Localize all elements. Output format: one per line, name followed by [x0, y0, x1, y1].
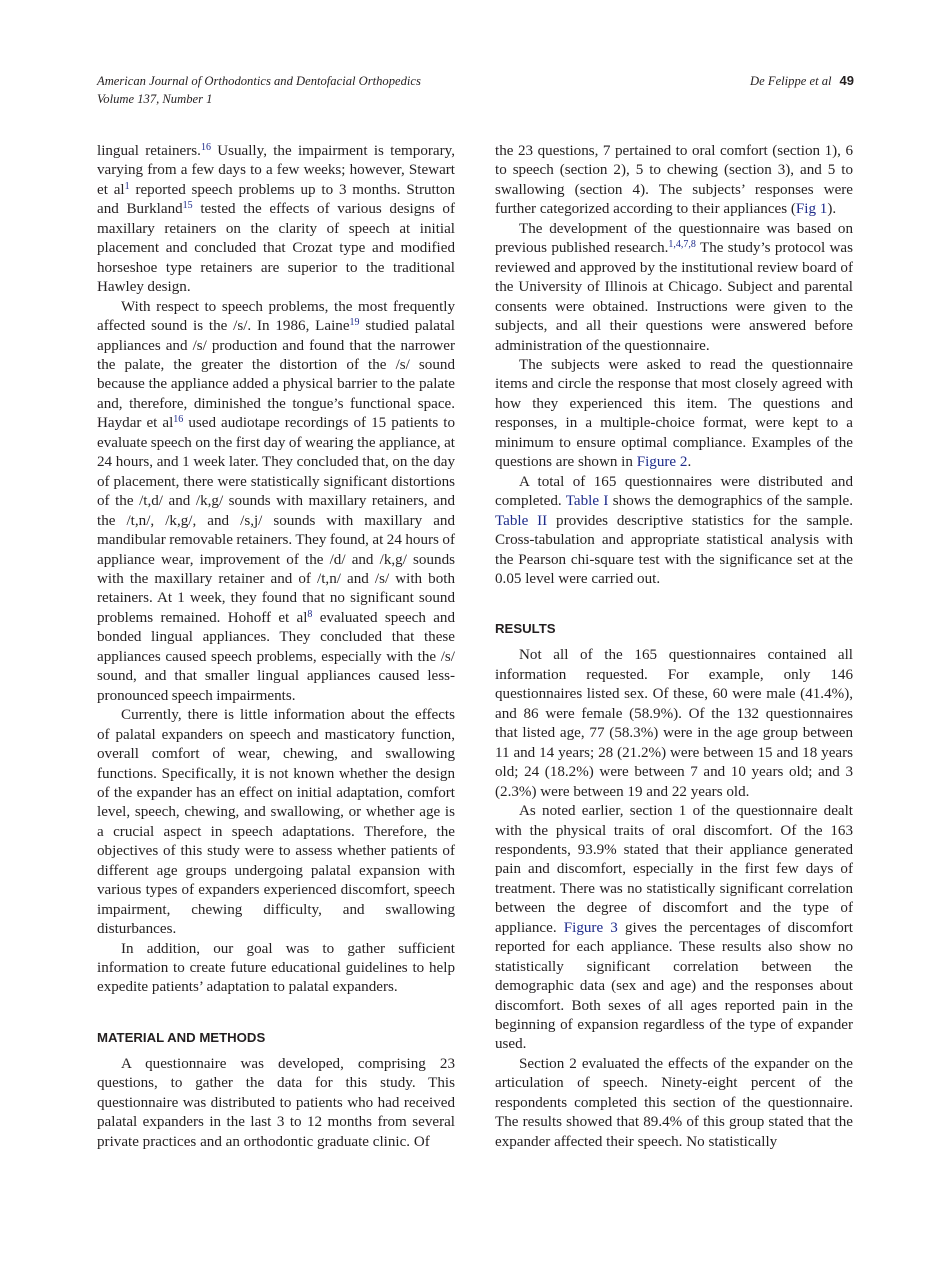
journal-volume: Volume 137, Number 1 — [97, 92, 213, 106]
paragraph: A questionnaire was developed, comprising 23 questions, to gather the data for this study. This questionnaire was distributed to patients who had received palatal expanders in the last 3 to 12 months from several private practices and an orthodontic graduate clinic. Of — [97, 1055, 455, 1150]
journal-title: American Journal of Orthodontics and Dentofacial Orthopedics — [97, 74, 421, 88]
paragraph: lingual retainers.$^{16}$ Usually, the impairment is temporary, varying from a few days to a few weeks; however, Stewart et $al^1$ reported speech problems up to 3 months. Strutton and Burkland$^{15}$ tested the effects of various designs of maxillary retainers on the clarity of speech at initial placement and concluded that Crozat type and modified horseshoe type retainers are superior to the traditional Hawley design. — [97, 142, 456, 296]
section-heading-methods: MATERIAL AND METHODS — [97, 1029, 266, 1045]
page-number: 49 — [839, 73, 854, 88]
citation-link[interactable]: 16 — [173, 414, 184, 426]
section-heading-results: RESULTS — [495, 621, 556, 637]
paragraph: Currently, there is little information about the effects of palatal expanders on speech and masticatory function, overall comfort of wear, chewing, and swallowing functions. Specifically, it is not known whether the design of the expander has an effect on initial adaptation, comfort level, speech, chewing, and swallowing, or whether age is a crucial aspect in speech adaptations. Therefore, the objectives of this study were to assess whether patients of different age groups undergoing palatal expansion with various types of expanders experienced discomfort, speech impairment, chewing difficulty, and swallowing disturbances. — [97, 707, 455, 938]
paragraph: Section 2 evaluated the effects of the expander on the articulation of speech. Ninety-eight percent of the respondents completed this section of the questionnaire. The results showed that 89.4% of this group stated that the expander affected their speech. No statistically — [495, 1055, 853, 1150]
figure-3-link[interactable]: Figure 3 — [563, 919, 618, 936]
table-1-link[interactable]: Table I — [565, 493, 609, 510]
paragraph: With respect to speech problems, the most frequently affected sound is the /s/. In 1986, Laine$^{19}$ studied palatal appliances and /s/ production and found that the narrower the palate, the greater the distortion of the /s/ sound because the appliance added a physical barrier to the palate and, therefore, diminished the tongue’s functional space. Haydar et $al^{16}$ used audiotape recordings of 15 patients to evaluate speech on the first day of wearing the appliance, at 24 hours, and 1 week later. They concluded that, on the day of placement, there were statistically significant distortions of the /t,d/ and /k,g/ sounds with maxillary retainers, and the /t,n/, /k,g/, and /s,j/ sounds with maxillary and mandibular removable retainers. They found, at 24 hours of appliance wear, improvement of the /d/ and /k,g/ sounds with the maxillary retainer and of /t,n/ and /s/ with both retainers. At 1 week, they found that no significant sound problems remained. Hohoff et $al^8$ evaluated speech and bonded lingual appliances. They concluded that these appliances caused speech problems, especially with the /s/ sound, and that smaller lingual appliances caused less-pronounced speech impairments. — [97, 298, 455, 704]
citation-link[interactable]: 15 — [182, 200, 193, 212]
paragraph: In addition, our goal was to gather sufficient information to create future educational guidelines to help expedite patients’ adaptation to palatal expanders. — [97, 940, 455, 996]
citation-link[interactable]: 19 — [349, 317, 360, 329]
figure-1-link[interactable]: Fig 1 — [795, 201, 828, 218]
journal-info — [97, 72, 421, 108]
citation-link[interactable]: 8 — [307, 608, 313, 620]
paragraph: The subjects were asked to read the questionnaire items and circle the response that most closely agreed with how they experienced this item. The questions and responses, in a multiple-choice format, were kept to a minimum to ensure optimal compliance. Examples of the questions are shown in Figure 2. — [495, 356, 853, 471]
author-page — [750, 72, 854, 90]
citation-link[interactable]: 1 — [124, 180, 130, 192]
paragraph: As noted earlier, section 1 of the questionnaire dealt with the physical traits of oral discomfort. Of the 163 respondents, 93.9% stated that their appliance generated pain and discomfort, especially in the first few days of treatment. There was no statistically significant correlation between the degree of discomfort and the type of appliance. Figure 3 gives the percentages of discomfort reported for each appliance. These results also show no statistically significant correlation between the demographic data (sex and age) and the responses about discomfort. Both sexes of all ages reported pain in the beginning of expansion regardless of the type of expander used. — [495, 803, 853, 1053]
table-2-link[interactable]: Table II — [495, 512, 548, 529]
left-column — [97, 142, 455, 1152]
citation-link[interactable]: 1,4,7,8 — [668, 239, 696, 251]
citation-link[interactable]: 16 — [200, 142, 211, 153]
running-authors: De Felippe et al — [750, 74, 832, 88]
paragraph: the 23 questions, 7 pertained to oral comfort (section 1), 6 to speech (section 2), 5 to chewing (section 3), and 5 to swallowing (section 4). The subjects’ responses were further categorized according to their appliances (Fig 1). — [495, 143, 853, 218]
paragraph: The development of the questionnaire was based on previous published research.$^{1,4,7,8}$ The study’s protocol was reviewed and approved by the institutional review board of the University of Illinois at Chicago. Subject and parental consents were obtained. Instructions were given to the subjects, and all their questions were answered before administration of the questionnaire. — [495, 220, 853, 354]
figure-2-link[interactable]: Figure 2 — [636, 454, 688, 471]
paragraph: A total of 165 questionnaires were distributed and completed. Table I shows the demographics of the sample. Table II provides descriptive statistics for the sample. Cross-tabulation and appropriate statistical analysis with the Pearson chi-square test with the significance set at the 0.05 level were carried out. — [495, 473, 854, 587]
right-column — [495, 142, 853, 1152]
paragraph: Not all of the 165 questionnaires contained all information requested. For example, only 146 questionnaires listed sex. Of these, 60 were male (41.4%), and 86 were female (58.9%). Of the 132 questionnaires that listed age, 77 (58.3%) were in the age group between 11 and 14 years; 28 (21.2%) were between 15 and 18 years old; 24 (18.2%) were between 7 and 10 years old; and 3 (2.3%) were between 19 and 22 years old. — [495, 647, 853, 800]
